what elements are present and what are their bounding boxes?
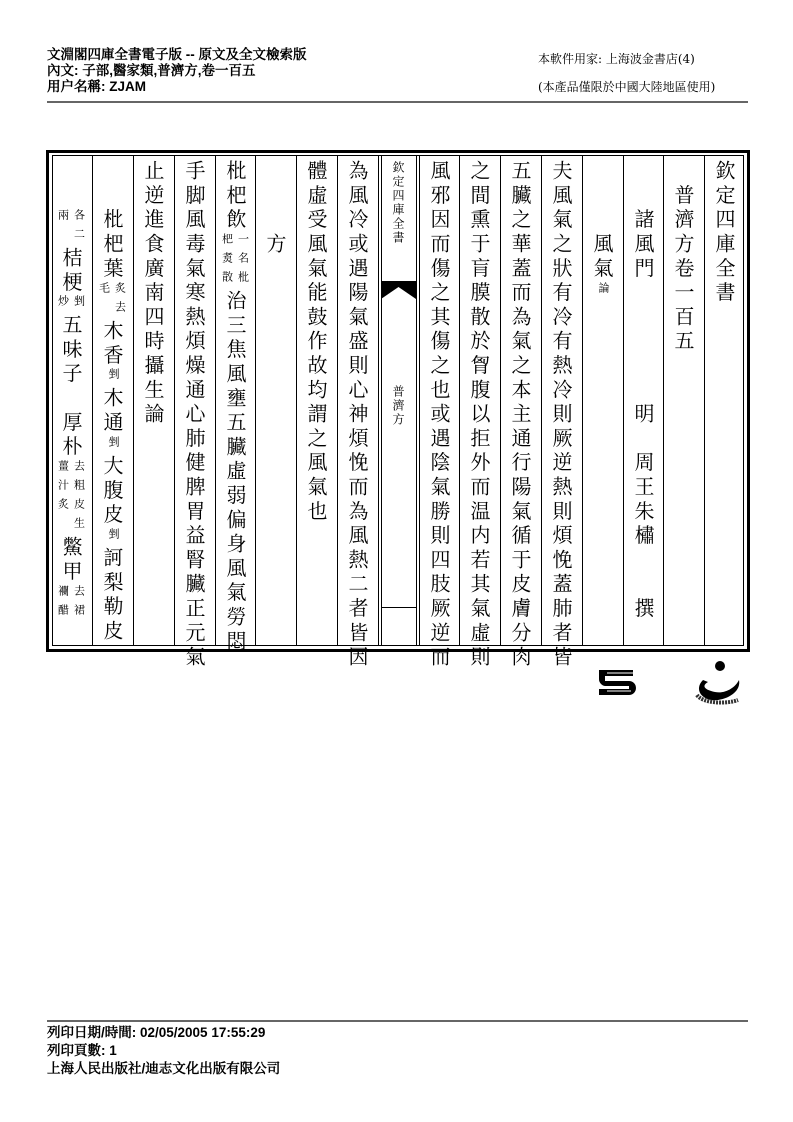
- note-line: 襴醋: [56, 584, 70, 623]
- note-line: 一名枇: [236, 232, 250, 290]
- print-datetime: 列印日期/時間: 02/05/2005 17:55:29: [47, 1025, 266, 1040]
- column-rule: [704, 155, 705, 646]
- print-pages: 列印頁數: 1: [47, 1043, 117, 1058]
- center-strip-title: 欽定四庫全書: [391, 161, 405, 245]
- text-column: [704, 160, 744, 646]
- text-column: [92, 160, 132, 646]
- column-rule: [296, 155, 297, 646]
- text-column: [541, 160, 581, 671]
- main-text: 風邪因而傷之其傷之也或遇陰氣勝則四肢厥逆而: [427, 160, 451, 671]
- footer-divider: [47, 1020, 748, 1022]
- note-line: 剉: [72, 295, 86, 315]
- interlinear-note: [57, 460, 86, 536]
- content-path: 內文: 子部,醫家類,普濟方,卷一百五: [47, 63, 256, 78]
- note-line: 各二: [72, 208, 86, 247]
- column-rule: [133, 155, 134, 646]
- column-rule: [459, 155, 460, 646]
- column-rule: [419, 155, 420, 646]
- text-column: [51, 160, 91, 646]
- username: 用户名稱: ZJAM: [47, 79, 146, 94]
- publisher: 上海人民出版社/迪志文化出版有限公司: [47, 1061, 281, 1076]
- column-rule: [378, 155, 379, 646]
- center-strip-book: 普濟方: [391, 385, 405, 427]
- main-text: 木通: [100, 387, 124, 436]
- note-line: 論: [597, 281, 610, 301]
- column-rule: [92, 155, 93, 646]
- interlinear-note: [57, 585, 86, 623]
- column-rule: [255, 155, 256, 646]
- fishtail-mark-icon: [381, 281, 416, 299]
- main-text: 欽定四庫全書: [712, 160, 736, 306]
- main-text: 訶梨勒皮: [100, 546, 124, 644]
- main-text: 體虛受風氣能鼓作故均謂之風氣也: [304, 160, 328, 525]
- interlinear-note: [221, 233, 250, 290]
- main-text: 木香: [100, 319, 124, 369]
- note-line: 剉: [107, 435, 120, 455]
- note-line: 薑汁炙: [56, 460, 70, 518]
- header-left: [47, 47, 307, 95]
- interlinear-note: [57, 209, 86, 247]
- text-column: [623, 160, 663, 646]
- column-rule: [337, 155, 338, 646]
- main-text: 為風冷或遇陽氣盛則心神煩悗而為風熱二者皆因: [345, 160, 369, 671]
- licensee: 本軟件用家: 上海波金書店(4): [538, 52, 695, 66]
- app-title: 文淵閣四庫全書電子版 -- 原文及全文檢索版: [47, 47, 307, 62]
- note-line: 去粗皮生: [72, 460, 86, 537]
- interlinear-note: [98, 282, 127, 320]
- center-strip-rule: [381, 607, 416, 608]
- column-rule: [663, 155, 664, 646]
- publisher-logos: [593, 660, 743, 705]
- interlinear-note: [104, 436, 120, 455]
- restriction-note: (本產品僅限於中國大陸地區使用): [538, 80, 716, 94]
- column-rule: [174, 155, 175, 646]
- text-column: [133, 160, 173, 646]
- column-rule: [623, 155, 624, 646]
- text-column: [582, 160, 622, 646]
- interlinear-note: [594, 282, 610, 301]
- main-text: 諸風門 明 周王朱橚 撰: [631, 160, 655, 622]
- text-column: [255, 160, 295, 646]
- main-text: 止逆進食廣南四時攝生論: [141, 160, 165, 428]
- header-divider: [47, 101, 748, 103]
- text-column: [663, 160, 703, 646]
- text-column: [500, 160, 540, 671]
- note-line: 炙去: [113, 281, 127, 320]
- note-line: 剉: [107, 368, 120, 388]
- text-column: [296, 160, 336, 646]
- main-text: 鱉甲: [59, 536, 83, 585]
- text-column: [215, 160, 255, 655]
- text-column: [419, 160, 459, 671]
- center-strip: [381, 155, 416, 646]
- note-line: 炒: [56, 295, 70, 315]
- column-rule: [582, 155, 583, 646]
- text-column: [459, 160, 499, 671]
- note-line: 杷煑散: [220, 232, 234, 290]
- column-rule: [215, 155, 216, 646]
- center-strip-border: [416, 155, 417, 646]
- note-line: 兩: [56, 208, 70, 228]
- main-text: 普濟方卷一百五: [671, 160, 695, 355]
- main-text: 手脚風毒氣寒熱煩燥通心肺健脾胃益腎臟正元氣: [182, 160, 206, 671]
- brush-circle-logo-icon: [697, 661, 739, 703]
- interlinear-note: [104, 528, 120, 547]
- note-line: 去裙: [72, 584, 86, 623]
- main-text: 治三焦風壅五臟虛弱偏身風氣勞悶: [223, 289, 247, 655]
- note-line: 剉: [107, 527, 120, 547]
- main-text: [59, 160, 83, 209]
- book-stack-logo-icon: [599, 670, 636, 695]
- main-text: 夫風氣之狀有冷有熱冷則厥逆熱則煩悗蓋肺者皆: [549, 160, 573, 671]
- main-text: 大腹皮: [100, 454, 124, 528]
- main-text: 桔梗: [59, 246, 83, 296]
- main-text: 枇杷飲: [223, 160, 247, 233]
- main-text: 風氣: [590, 160, 614, 282]
- main-text: 五味子 厚朴: [59, 314, 83, 461]
- footer: [47, 1024, 280, 1078]
- interlinear-note: [104, 368, 120, 387]
- text-column: [174, 160, 214, 671]
- main-text: 之間熏于肓膜散於胷腹以拒外而温内若其氣虛則: [467, 160, 491, 671]
- main-text: 五臟之華蓋而為氣之本主通行陽氣循于皮膚分肉: [508, 160, 532, 671]
- main-text: 枇杷葉: [100, 160, 124, 282]
- column-rule: [500, 155, 501, 646]
- text-column: [337, 160, 377, 671]
- interlinear-note: [57, 295, 86, 314]
- main-text: 方: [263, 160, 287, 258]
- note-line: 毛: [97, 281, 111, 301]
- column-rule: [541, 155, 542, 646]
